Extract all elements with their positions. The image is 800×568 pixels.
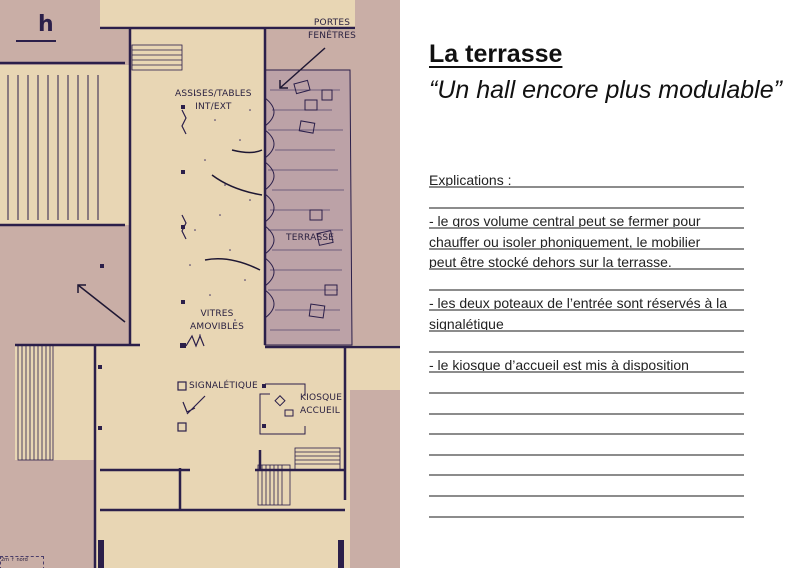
line-text: Explications : bbox=[429, 172, 512, 188]
label-signaletique: SIGNALÉTIQUE bbox=[189, 381, 258, 391]
north-arrow-icon: ↑ bbox=[10, 557, 15, 563]
label-line: PORTES bbox=[313, 18, 351, 28]
label-line: VITRES bbox=[200, 309, 234, 319]
rule-line bbox=[429, 474, 744, 476]
rule-line bbox=[429, 268, 744, 270]
label-line: ASSISES/TABLES bbox=[175, 89, 252, 99]
rule-line bbox=[429, 371, 744, 373]
rule-line bbox=[429, 207, 744, 209]
explanation-panel bbox=[400, 0, 800, 568]
label-kiosque-accueil bbox=[300, 392, 342, 418]
scale-north: nord bbox=[16, 557, 28, 563]
line-text: chauffer ou isoler phoniquement, le mobilier bbox=[429, 234, 701, 250]
scale-distance: 2m bbox=[1, 557, 10, 563]
rule-line bbox=[429, 495, 744, 497]
rule-line bbox=[429, 351, 744, 353]
line-text: - le kiosque d’accueil est mis à disposition bbox=[429, 357, 689, 373]
label-line: AMOVIBLES bbox=[190, 322, 245, 332]
line-text: signalétique bbox=[429, 316, 504, 332]
line-text: peut être stocké dehors sur la terrasse. bbox=[429, 254, 672, 270]
rule-line bbox=[429, 413, 744, 415]
label-line: ACCUEIL bbox=[300, 406, 340, 416]
label-terrasse: TERRASSE bbox=[286, 233, 335, 243]
label-vitres-amovibles bbox=[190, 308, 244, 334]
line-text: - le gros volume central peut se fermer pour bbox=[429, 213, 701, 229]
label-portes-fenetres bbox=[308, 17, 356, 43]
scale-legend bbox=[0, 556, 44, 568]
line-text: - les deux poteaux de l’entrée sont réservés à la bbox=[429, 295, 728, 311]
label-assises-tables bbox=[175, 88, 252, 114]
rule-line bbox=[429, 309, 744, 311]
rule-line bbox=[429, 227, 744, 229]
page-title: La terrasse bbox=[429, 40, 563, 68]
rule-line bbox=[429, 186, 744, 188]
label-line: INT/EXT bbox=[195, 102, 232, 112]
logo-underline bbox=[16, 40, 56, 42]
label-line: KIOSQUE bbox=[300, 393, 343, 403]
label-line: FENÊTRES bbox=[308, 31, 357, 41]
rule-line bbox=[429, 330, 744, 332]
rule-line bbox=[429, 516, 744, 518]
page-subtitle: “Un hall encore plus modulable” bbox=[429, 76, 782, 104]
logo-h: h bbox=[38, 12, 54, 37]
rule-line bbox=[429, 289, 744, 291]
rule-line bbox=[429, 433, 744, 435]
rule-line bbox=[429, 392, 744, 394]
rule-line bbox=[429, 454, 744, 456]
rule-line bbox=[429, 248, 744, 250]
